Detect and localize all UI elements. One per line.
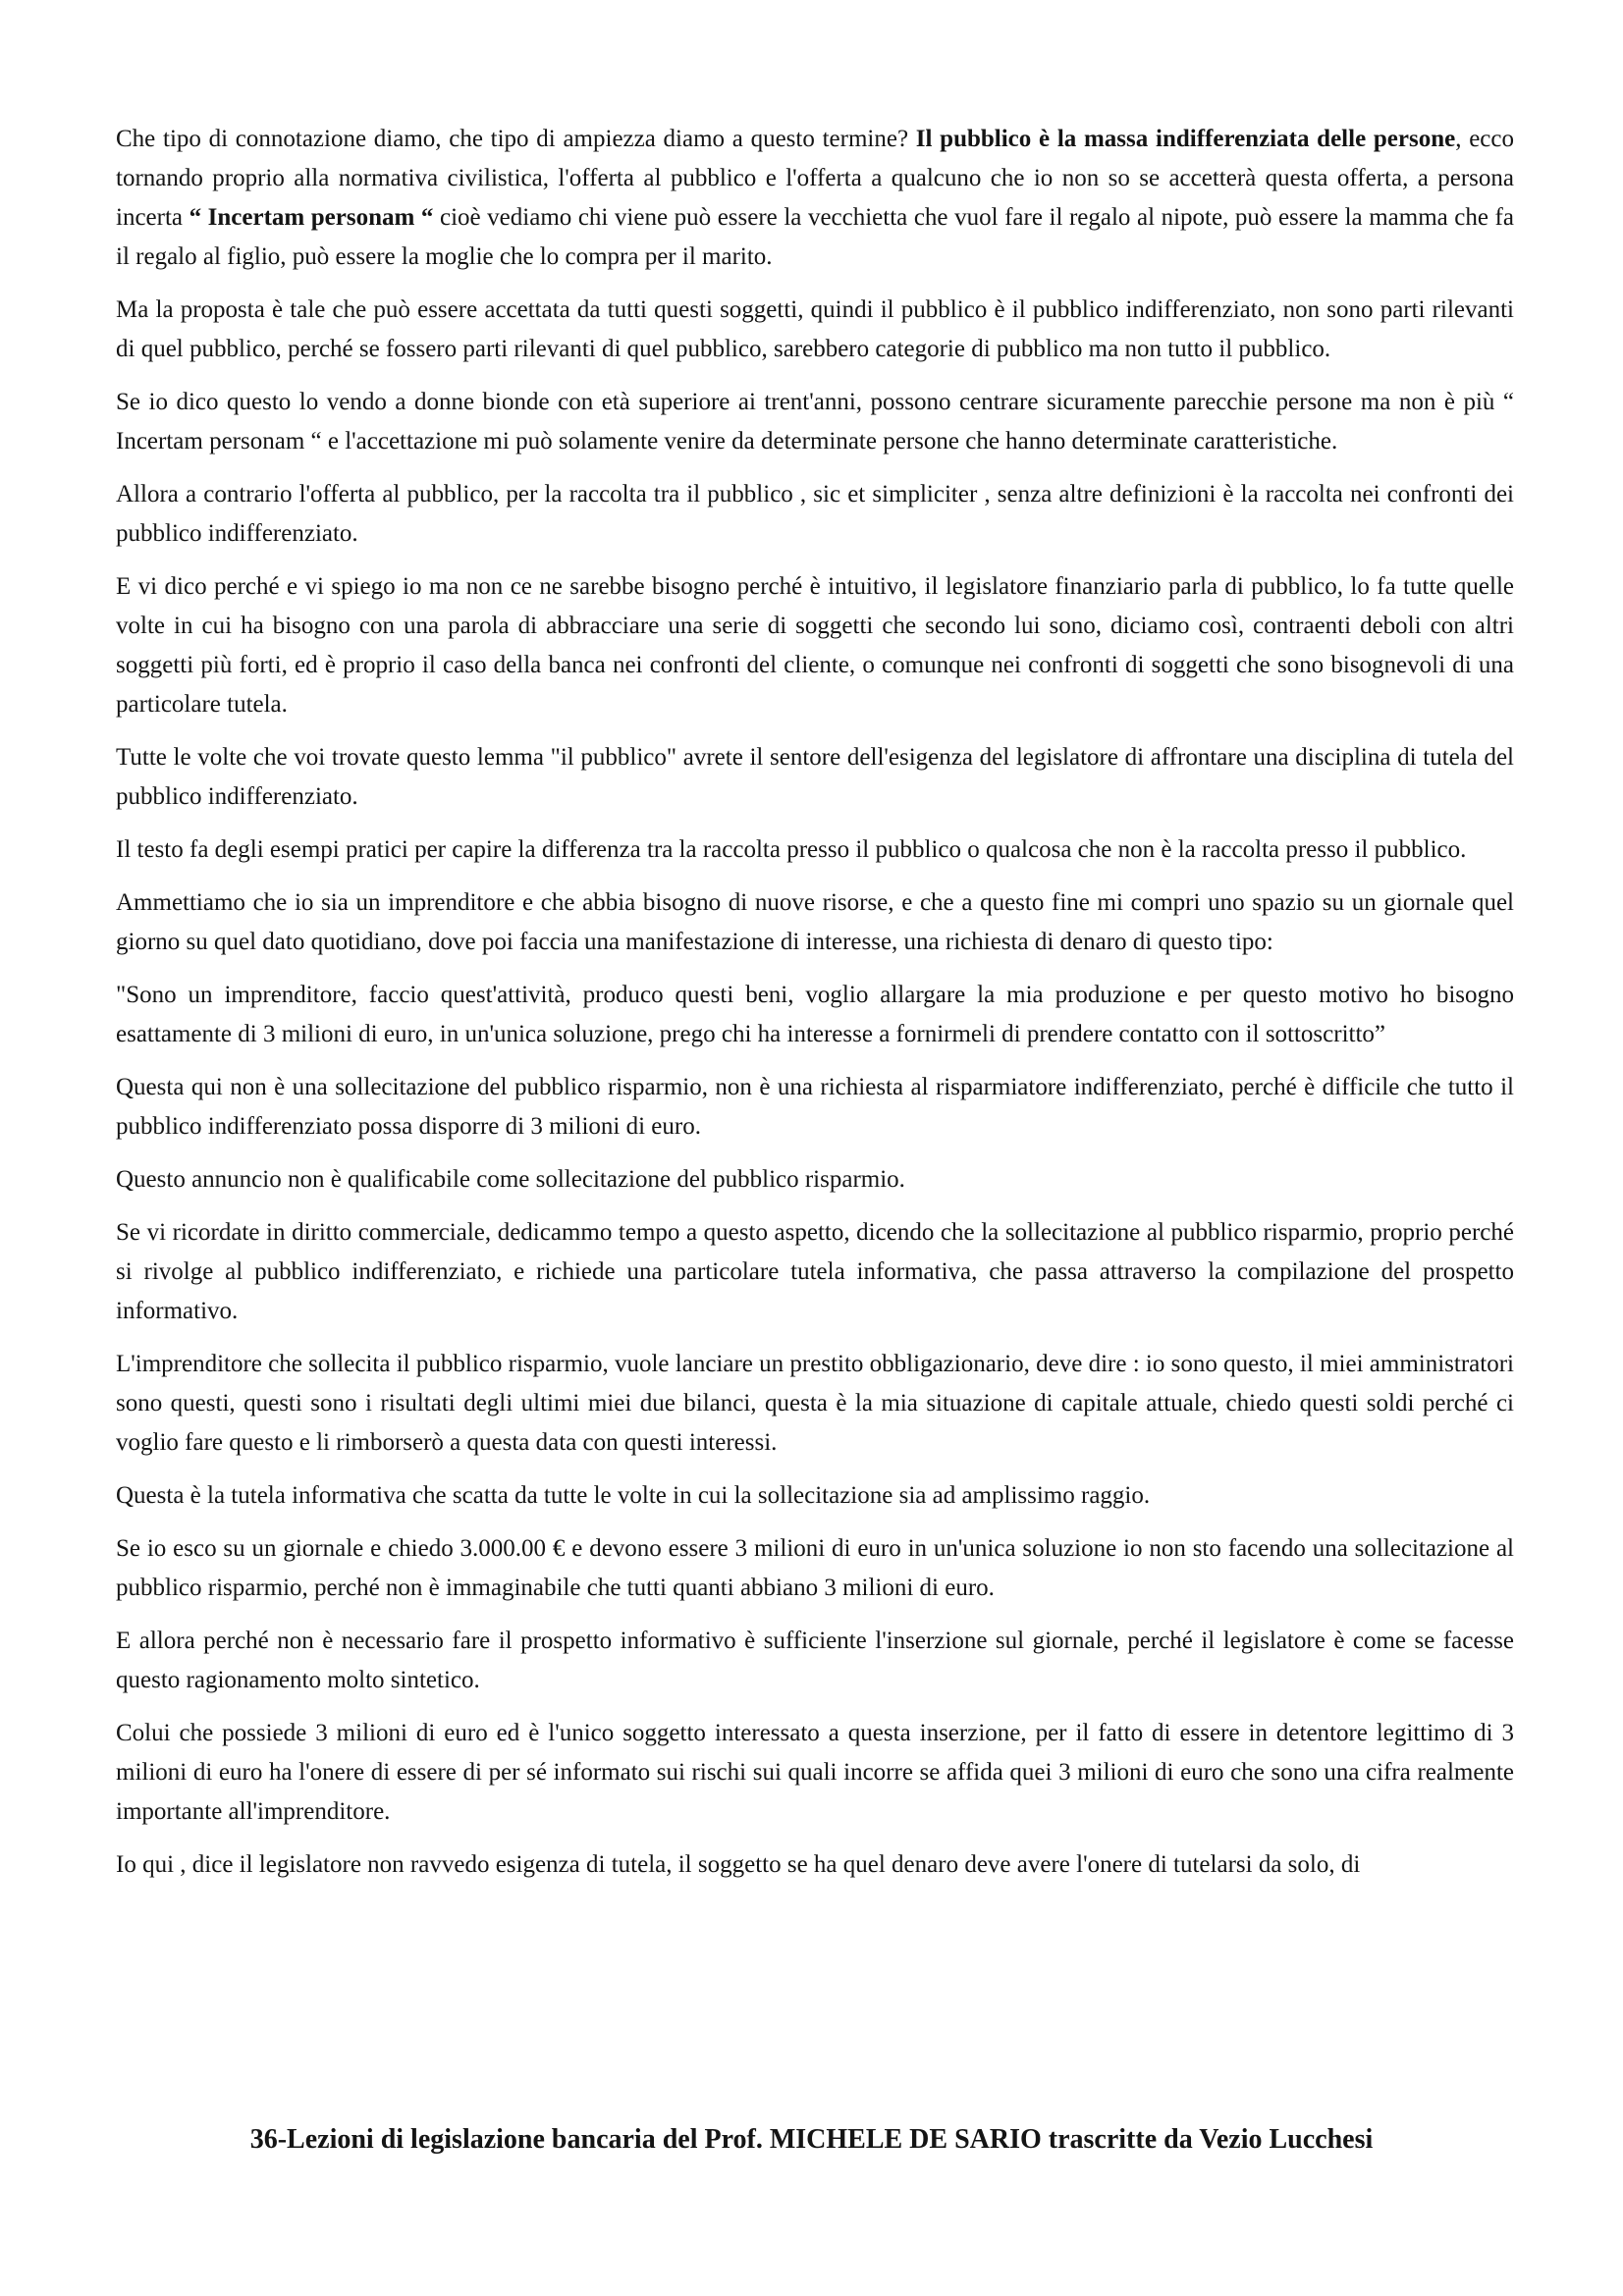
- paragraph: Questa qui non è una sollecitazione del pubblico risparmio, non è una richiesta al risparmiatore indifferenziato, perché è difficile che tutto il pubblico indifferenziato possa disporre di 3 milioni di euro.: [116, 1074, 1514, 1140]
- paragraph: L'imprenditore che sollecita il pubblico risparmio, vuole lanciare un prestito obbligazionario, deve dire : io sono questo, il miei amministratori sono questi, questi sono i risultati degli ultimi miei due bilanci, questa è la mia situazione di capitale attuale, chiedo questi soldi perché ci voglio fare questo e li rimborserò a questa data con questi interessi.: [116, 1351, 1514, 1456]
- paragraph: Se io esco su un giornale e chiedo 3.000.00 € e devono essere 3 milioni di euro in un'unica soluzione io non sto facendo una sollecitazione al pubblico risparmio, perché non è immaginabile che tutti quanti abbiano 3 milioni di euro.: [116, 1535, 1514, 1601]
- paragraph-text: , ecco tornando proprio alla normativa civilistica, l'offerta al pubblico e l'offerta a qualcuno che io non so se accetterà questa offerta, a persona incerta: [116, 126, 1514, 231]
- paragraph: Tutte le volte che voi trovate questo lemma "il pubblico" avrete il sentore dell'esigenza del legislatore di affrontare una disciplina di tutela del pubblico indifferenziato.: [116, 744, 1514, 810]
- paragraph: Il testo fa degli esempi pratici per capire la differenza tra la raccolta presso il pubblico o qualcosa che non è la raccolta presso il pubblico.: [116, 836, 1467, 863]
- paragraph: Ma la proposta è tale che può essere accettata da tutti questi soggetti, quindi il pubblico è il pubblico indifferenziato, non sono parti rilevanti di quel pubblico, perché se fossero parti rilevanti di quel pubblico, sarebbero categorie di pubblico ma non tutto il pubblico.: [116, 296, 1514, 362]
- bold-phrase: Il pubblico è la massa indifferenziata delle persone: [915, 126, 1456, 152]
- page-footer: 36-Lezioni di legislazione bancaria del Prof. MICHELE DE SARIO trascritte da Vezio Lucchesi: [249, 2124, 1374, 2155]
- paragraph: Ammettiamo che io sia un imprenditore e che abbia bisogno di nuove risorse, e che a questo fine mi compri uno spazio su un giornale quel giorno su quel dato quotidiano, dove poi faccia una manifestazione di interesse, una richiesta di denaro di questo tipo:: [116, 889, 1514, 955]
- paragraph: Allora a contrario l'offerta al pubblico, per la raccolta tra il pubblico , sic et simpliciter , senza altre definizioni è la raccolta nei confronti dei pubblico indifferenziato.: [116, 481, 1514, 547]
- paragraph: [116, 120, 1514, 277]
- paragraph: Io qui , dice il legislatore non ravvedo esigenza di tutela, il soggetto se ha quel denaro deve avere l'onere di tutelarsi da solo, di: [116, 1851, 1361, 1878]
- paragraph-text: cioè vediamo chi viene può essere la vecchietta che vuol fare il regalo al nipote, può essere la mamma che fa il regalo al figlio, può essere la moglie che lo compra per il marito.: [116, 204, 1514, 270]
- paragraph: "Sono un imprenditore, faccio quest'attività, produco questi beni, voglio allargare la mia produzione e per questo motivo ho bisogno esattamente di 3 milioni di euro, in un'unica soluzione, prego chi ha interesse a fornirmeli di prendere contatto con il sottoscritto”: [116, 982, 1514, 1047]
- paragraph: Se vi ricordate in diritto commerciale, dedicammo tempo a questo aspetto, dicendo che la sollecitazione al pubblico risparmio, proprio perché si rivolge al pubblico indifferenziato, e richiede una particolare tutela informativa, che passa attraverso la compilazione del prospetto informativo.: [116, 1219, 1514, 1324]
- paragraph: E allora perché non è necessario fare il prospetto informativo è sufficiente l'inserzione sul giornale, perché il legislatore è come se facesse questo ragionamento molto sintetico.: [116, 1628, 1514, 1693]
- paragraph: Questo annuncio non è qualificabile come sollecitazione del pubblico risparmio.: [116, 1166, 905, 1193]
- bold-phrase: “ Incertam personam “: [189, 204, 434, 231]
- paragraph: Questa è la tutela informativa che scatta da tutte le volte in cui la sollecitazione sia ad amplissimo raggio.: [116, 1482, 1151, 1509]
- paragraph-text: Che tipo di connotazione diamo, che tipo di ampiezza diamo a questo termine?: [116, 126, 916, 152]
- paragraph: Se io dico questo lo vendo a donne bionde con età superiore ai trent'anni, possono centrare sicuramente parecchie persone ma non è più “ Incertam personam “ e l'accettazione mi può solamente venire da determinate persone che hanno determinate caratteristiche.: [116, 389, 1514, 454]
- body-text: [116, 120, 1514, 1898]
- paragraph: Colui che possiede 3 milioni di euro ed è l'unico soggetto interessato a questa inserzione, per il fatto di essere in detentore legittimo di 3 milioni di euro ha l'onere di essere di per sé informato sui rischi sui quali incorre se affida quei 3 milioni di euro che sono una cifra realmente importante all'imprenditore.: [116, 1720, 1514, 1825]
- paragraph: E vi dico perché e vi spiego io ma non ce ne sarebbe bisogno perché è intuitivo, il legislatore finanziario parla di pubblico, lo fa tutte quelle volte in cui ha bisogno con una parola di abbracciare una serie di soggetti che secondo lui sono, diciamo così, contraenti deboli con altri soggetti più forti, ed è proprio il caso della banca nei confronti del cliente, o comunque nei confronti di soggetti che sono bisognevoli di una particolare tutela.: [116, 573, 1514, 718]
